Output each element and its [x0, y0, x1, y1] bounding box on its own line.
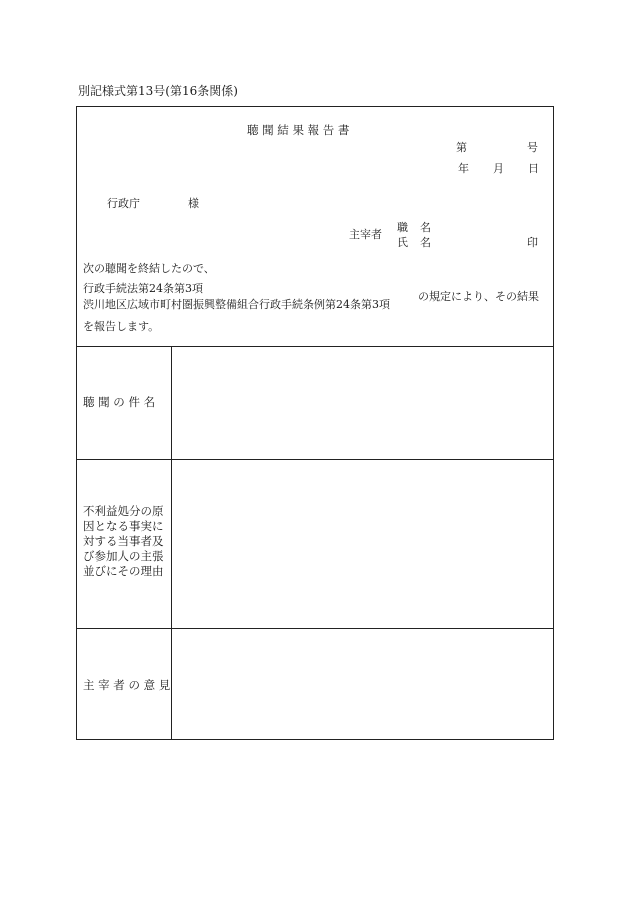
table-top-border [77, 346, 553, 347]
label-column-divider [171, 346, 172, 739]
presider-label: 主宰者 [349, 228, 382, 241]
table-row-label: 主 宰 者 の 意 見 [83, 678, 171, 692]
clause-suffix: の規定により、その結果 [418, 290, 539, 303]
date-month: 月 [493, 162, 504, 175]
number-go: 号 [527, 141, 538, 154]
body-line-last: を報告します。 [83, 320, 160, 333]
presider-name-char-1: 氏 [397, 236, 408, 249]
date-year: 年 [458, 162, 469, 175]
addressee-agency: 行政庁 [107, 197, 140, 210]
body-line-1: 次の聴聞を終結したので、 [83, 262, 215, 275]
table-row-label: 聴 聞 の 件 名 [83, 395, 156, 409]
row-divider-1 [77, 459, 553, 460]
law-option-1: 行政手続法第24条第3項 [83, 282, 203, 295]
form-number-label: 別記様式第13号(第16条関係) [78, 84, 238, 98]
seal-mark: 印 [527, 236, 538, 249]
presider-name-char-2: 名 [420, 236, 431, 249]
report-form [76, 106, 554, 740]
table-row-label: 不利益処分の原因となる事実に対する当事者及び参加人の主張並びにその理由 [83, 504, 164, 578]
form-title: 聴 聞 結 果 報 告 書 [247, 123, 350, 137]
date-day: 日 [528, 162, 539, 175]
law-option-2: 渋川地区広域市町村圏振興整備組合行政手続条例第24条第3項 [83, 298, 390, 311]
number-dai: 第 [456, 141, 467, 154]
presider-title-char-2: 名 [420, 221, 431, 234]
presider-title-char-1: 職 [397, 221, 408, 234]
row-divider-2 [77, 628, 553, 629]
addressee-honorific: 様 [188, 197, 199, 210]
